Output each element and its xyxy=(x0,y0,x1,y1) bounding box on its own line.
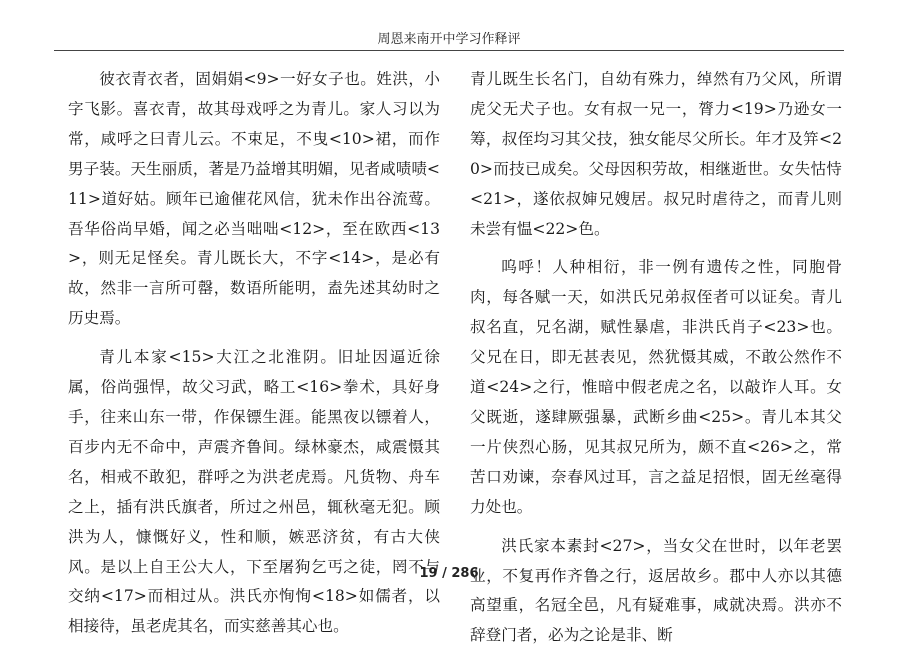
right-column xyxy=(470,65,842,651)
paragraph: 青儿既生长名门，自幼有殊力，绰然有乃父风，所谓虎父无犬子也。女有叔一兄一，膂力<19>乃逊女一筹，叔侄均习其父技，独女能尽父所长。年才及笄<20>而技已成矣。父母因积劳故，相继逝世。女失怙恃<21>，遂依叔婶兄嫂居。叔兄时虐待之，而青儿则未尝有愠<22>色。 xyxy=(470,70,842,238)
paragraph: 彼衣青衣者，固娟娟<9>一好女子也。姓洪，小字飞影。喜衣青，故其母戏呼之为青儿。家人习以为常，咸呼之曰青儿云。不束足，不曳<10>裙，而作男子装。天生丽质，著是乃益增其明媚，见者咸啧啧<11>道好姑。顾年已逾催花风信，犹未作出谷流莺。吾华俗尚早婚，闻之必当咄咄<12>，至在欧西<13>，则无足怪矣。青儿既长大，不字<14>，是必有故，然非一言所可罄，数语所能明，盍先述其幼时之历史焉。 xyxy=(68,70,440,328)
paragraph: 洪氏家本素封<27>，当女父在世时，以年老罢业，不复再作齐鲁之行，返居故乡。郡中人亦以其德高望重，名冠全邑，凡有疑难事，咸就决焉。洪亦不辞登门者，必为之论是非、断 xyxy=(470,536,842,645)
header-rule xyxy=(54,50,844,51)
running-header: 周恩来南开中学习作释评 xyxy=(377,32,521,47)
paragraph: 呜呼！人种相衍，非一例有遗传之性，同胞骨肉，每各赋一天，如洪氏兄弟叔侄者可以证矣。青儿叔名直，兄名湖，赋性暴虐，非洪氏肖子<23>也。父兄在日，即无甚表见，然犹慑其威，不敢公然作不道<24>之行，惟暗中假老虎之名，以敲诈人耳。女父既逝，遂肆厥强暴，武断乡曲<25>。青儿本其父一片侠烈心肠，见其叔兄所为，颇不直<26>之，常苦口劝谏，奈春风过耳，言之益足招恨，固无丝毫得力处也。 xyxy=(470,258,842,516)
paragraph: 青儿本家<15>大江之北淮阴。旧址因逼近徐属，俗尚强悍，故父习武，略工<16>拳术，具好身手，往来山东一带，作保镖生涯。能黑夜以镖着人，百步内无不命中，声震齐鲁间。绿林豪杰，咸震慑其名，相戒不敢犯，群呼之为洪老虎焉。凡货物、舟车之上，插有洪氏旗者，所过之州邑，辄秋毫无犯。顾洪为人，慷慨好义，性和顺，嫉恶济贫，有古大侠风。是以上自王公大人，下至屠狗乞丐之徒，罔不与交纳<17>而相过从。洪氏亦恂恂<18>如儒者，以相接待，虽老虎其名，而实慈善其心也。 xyxy=(68,348,440,636)
left-column xyxy=(68,65,440,642)
page-number: 19 / 286 xyxy=(419,566,479,581)
